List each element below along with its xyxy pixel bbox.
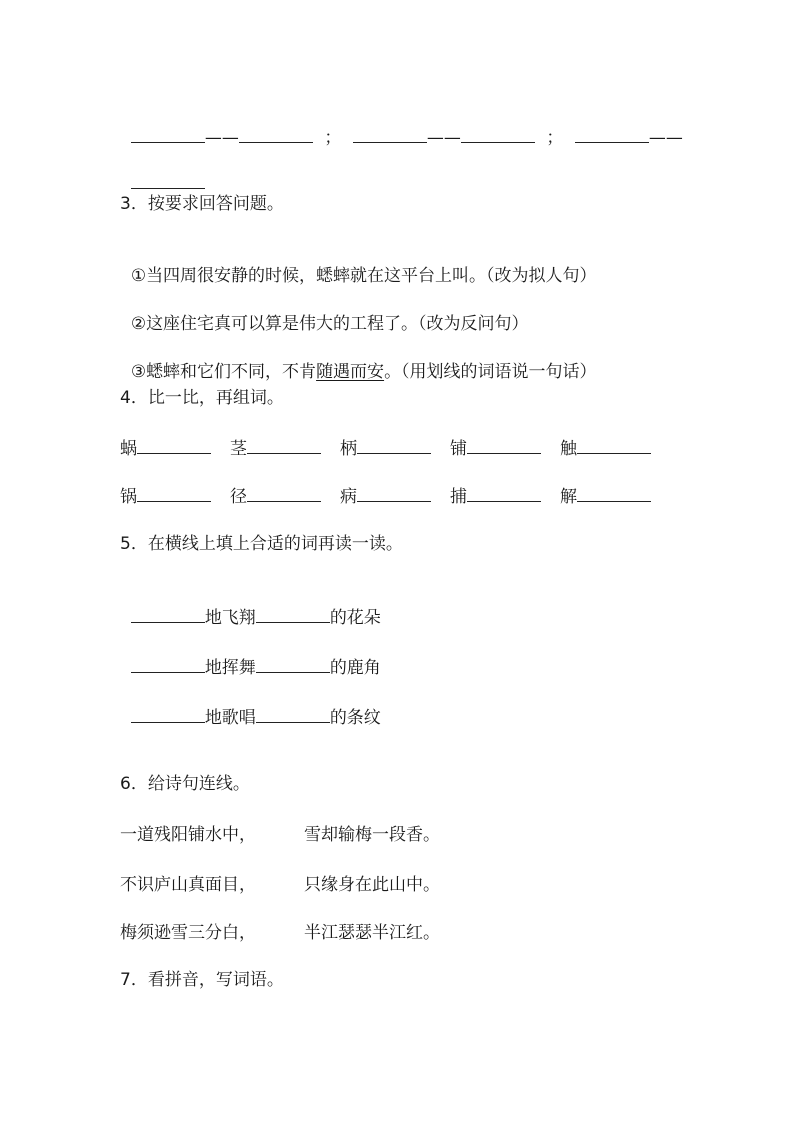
phrase: 的鹿角: [329, 658, 381, 678]
char: 柄: [340, 439, 357, 459]
poem-row: [120, 820, 440, 845]
blank[interactable]: [247, 483, 321, 502]
q3-item-2: [120, 288, 529, 336]
q3-item-text: 蟋蟀和它们不同，不肯: [146, 362, 317, 382]
q3-item-text: 当四周很安静的时候，蟋蟀就在这平台上叫。（改为拟人句）: [146, 266, 597, 286]
char: 解: [560, 487, 577, 507]
phrase: 的条纹: [329, 708, 381, 728]
char-cell: [340, 434, 450, 459]
q3-item-1: [120, 240, 597, 288]
blank[interactable]: [131, 654, 205, 673]
blank[interactable]: [131, 704, 205, 723]
blank[interactable]: [131, 604, 205, 623]
poem-left-line[interactable]: 一道残阳铺水中，: [120, 825, 256, 845]
blank[interactable]: [256, 654, 330, 673]
blank[interactable]: [575, 124, 649, 143]
circle-number: ①: [130, 266, 147, 286]
fill-line-top: [120, 100, 683, 150]
char: 触: [560, 439, 577, 459]
char-cell: [120, 482, 230, 507]
char: 锅: [120, 487, 137, 507]
blank[interactable]: [131, 170, 205, 189]
blank[interactable]: [467, 435, 541, 454]
char: 病: [340, 487, 357, 507]
poem-right-line[interactable]: 半江瑟瑟半江红。: [304, 923, 440, 943]
semicolon: ；: [324, 128, 342, 148]
blank[interactable]: [137, 435, 211, 454]
blank[interactable]: [353, 124, 427, 143]
char-cell: [340, 482, 450, 507]
blank[interactable]: [137, 483, 211, 502]
blank[interactable]: [467, 483, 541, 502]
char-cell: [560, 482, 670, 507]
circle-number: ③: [130, 362, 147, 382]
blank[interactable]: [131, 124, 205, 143]
dash: ——: [648, 128, 683, 148]
char: 捕: [450, 487, 467, 507]
poem-left-line[interactable]: 不识庐山真面目，: [120, 875, 256, 895]
blank[interactable]: [256, 604, 330, 623]
blank[interactable]: [577, 483, 651, 502]
blank[interactable]: [577, 435, 651, 454]
q4-row-1: [120, 434, 670, 459]
blank[interactable]: [256, 704, 330, 723]
q7-title: 7．看拼音，写词语。: [120, 970, 284, 990]
char-cell: [120, 434, 230, 459]
dash: ——: [426, 128, 461, 148]
q5-row: [120, 680, 381, 730]
fill-line-top-cont: [120, 146, 205, 196]
poem-row: [120, 918, 440, 943]
poem-row: [120, 870, 440, 895]
blank[interactable]: [247, 435, 321, 454]
char: 铺: [450, 439, 467, 459]
q3-item-3: [120, 336, 597, 384]
poem-right-line[interactable]: 只缘身在此山中。: [304, 875, 440, 895]
char: 茎: [230, 439, 247, 459]
phrase: 的花朵: [329, 608, 381, 628]
char-cell: [560, 434, 670, 459]
blank[interactable]: [357, 483, 431, 502]
dash: ——: [204, 128, 239, 148]
phrase: 地歌唱: [204, 708, 256, 728]
underlined-phrase: 随遇而安: [316, 362, 385, 382]
q3-item-text: 。（用划线的词语说一句话）: [384, 362, 597, 382]
circle-number: ②: [130, 314, 147, 334]
semicolon: ；: [546, 128, 564, 148]
q4-title: 4．比一比，再组词。: [120, 388, 284, 408]
q5-row: [120, 630, 381, 680]
q3-item-text: 这座住宅真可以算是伟大的工程了。（改为反问句）: [146, 314, 529, 334]
q5-row: [120, 580, 381, 630]
poem-right-line[interactable]: 雪却输梅一段香。: [304, 825, 440, 845]
poem-left-line[interactable]: 梅须逊雪三分白，: [120, 923, 256, 943]
char: 蜗: [120, 439, 137, 459]
char-cell: [450, 482, 560, 507]
phrase: 地飞翔: [204, 608, 256, 628]
q5-title: 5．在横线上填上合适的词再读一读。: [120, 534, 403, 554]
blank[interactable]: [239, 124, 313, 143]
char: 径: [230, 487, 247, 507]
char-cell: [450, 434, 560, 459]
q3-title: 3．按要求回答问题。: [120, 194, 284, 214]
q6-title: 6．给诗句连线。: [120, 774, 250, 794]
phrase: 地挥舞: [204, 658, 256, 678]
char-cell: [230, 434, 340, 459]
blank[interactable]: [461, 124, 535, 143]
q4-row-2: [120, 482, 670, 507]
blank[interactable]: [357, 435, 431, 454]
char-cell: [230, 482, 340, 507]
